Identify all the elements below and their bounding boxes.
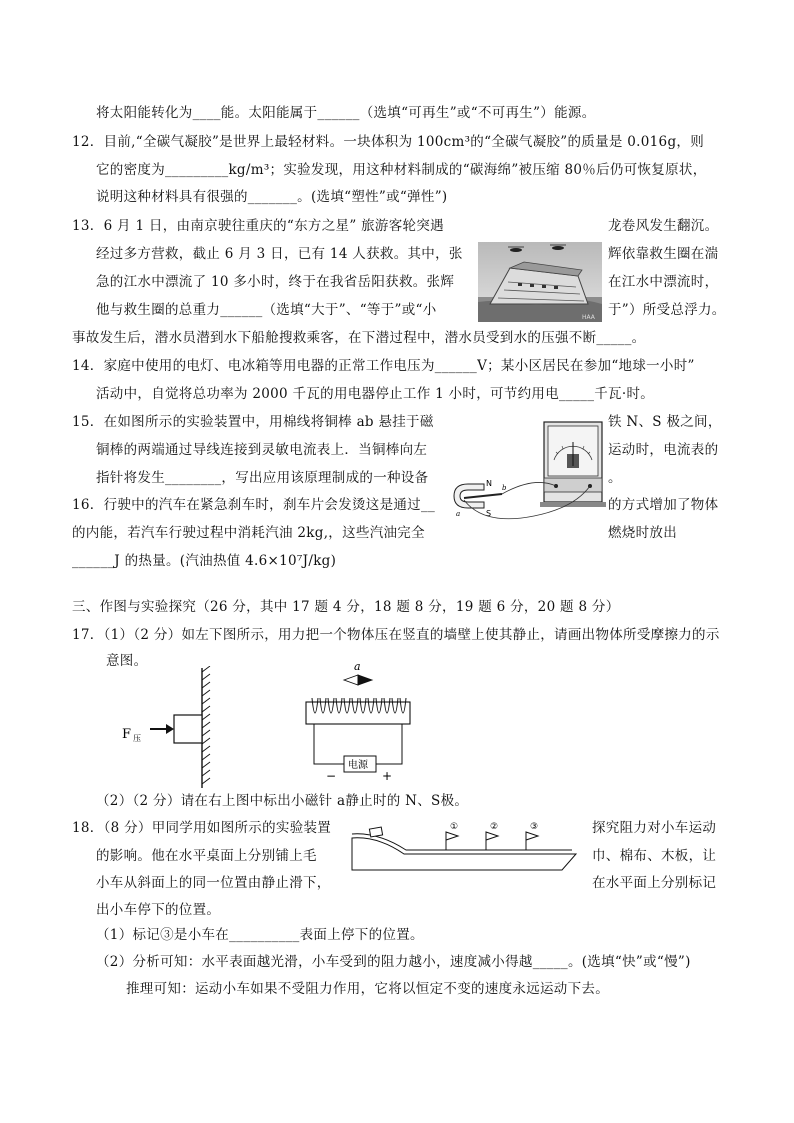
text-line: 说明这种材料具有很强的_______。(选填“塑性”或“弹性”) [96, 189, 448, 205]
solenoid-circuit-figure [296, 658, 426, 782]
plus-terminal: + [382, 769, 393, 782]
needle-a-label: a [354, 660, 361, 673]
text-line: 的影响。他在水平桌面上分别铺上毛 [96, 848, 317, 864]
induction-apparatus-figure [444, 416, 608, 528]
text-line: 活动中，自觉将总功率为 2000 千瓦的用电器停止工作 1 小时，可节约用电_____千瓦·时。 [96, 386, 655, 402]
question-13: 13．6 月 1 日，由南京驶往重庆的“东方之星” 旅游客轮突遇 [72, 218, 444, 234]
flag-label-2: ② [490, 822, 499, 832]
text-line: 意图。 [106, 653, 148, 669]
text-line: 在江水中漂流时， [608, 274, 719, 290]
text-line: 经过多方营救，截止 6 月 3 日，已有 14 人获救。其中，张 [96, 246, 463, 262]
text-line: 于”）所受总浮力。 [608, 302, 726, 318]
text-line: 他与救生圈的总重力______（选填“大于”、“等于”或“小 [96, 302, 437, 318]
text-line: 的方式增加了物体 [608, 497, 719, 513]
text-line: 辉依靠救生圈在湍 [608, 246, 719, 262]
power-source-label: 电源 [348, 760, 368, 771]
text-line: 。 [608, 470, 622, 486]
text-line: 铜棒的两端通过导线连接到灵敏电流表上．当铜棒向左 [96, 442, 428, 458]
rod-a-label: a [456, 510, 461, 518]
flag-label-1: ① [450, 822, 459, 832]
text-line: 运动时，电流表的 [608, 442, 719, 458]
section-heading: 三、作图与实验探究（26 分，其中 17 题 4 分，18 题 8 分，19 题 6 分，20 题 8 分） [72, 599, 620, 615]
text-line: 急的江水中漂流了 10 多小时，终于在我省岳阳获救。张辉 [96, 274, 455, 290]
rod-b-label: b [502, 484, 507, 492]
question-16: 16．行驶中的汽车在紧急刹车时，刹车片会发烫这是通过__ [72, 497, 436, 513]
text-line: 的内能，若汽车行驶过程中消耗汽油 2kg,，这些汽油完全 [72, 525, 425, 541]
question-17: 17．（1）（2 分）如左下图所示，用力把一个物体压在竖直的墙壁上使其静止，请画出物体所受摩擦力的示 [72, 627, 720, 643]
text-line: 铁 N、S 极之间， [608, 414, 722, 430]
force-label: F [122, 727, 132, 742]
text-line: 指针将发生________，写出应用该原理制成的一种设备 [96, 470, 429, 486]
text-line: 探究阻力对小车运动 [592, 820, 717, 836]
question-14: 14．家庭中使用的电灯、电冰箱等用电器的正常工作电压为______V；某小区居民在参加“地球一小时” [72, 358, 695, 374]
text-line: 它的密度为_________kg/m³；实验发现，用这种材料制成的“碳海绵”被压缩 80％后仍可恢复原状， [96, 162, 707, 178]
capsized-ship-photo [478, 242, 602, 322]
text-line: （1）标记③是小车在__________表面上停下的位置。 [96, 927, 424, 943]
text-line: 巾、棉布、木板，让 [592, 848, 717, 864]
text-line: 推理可知：运动小车如果不受阻力作用，它将以恒定不变的速度永远运动下去。 [126, 981, 609, 997]
text-line: 出小车停下的位置。 [96, 902, 221, 918]
text-line: 在水平面上分别标记 [592, 875, 717, 891]
ramp-cart-figure [348, 818, 580, 874]
text-line: 小车从斜面上的同一位置由静止滑下， [96, 875, 331, 891]
flag-label-3: ③ [530, 822, 539, 832]
text-line: ______J 的热量。(汽油热值 4.6×10⁷J/kg) [72, 553, 337, 569]
text-line: 龙卷风发生翻沉。 [608, 218, 719, 234]
text-line: （2）分析可知：水平表面越光滑，小车受到的阻力越小，速度减小得越_____。(选填“快”或“慢”) [96, 954, 691, 970]
minus-terminal: − [326, 769, 337, 782]
force-subscript: 压 [133, 734, 141, 743]
text-line: 燃烧时放出 [608, 525, 677, 541]
text-line: 将太阳能转化为____能。太阳能属于______（选填“可再生”或“不可再生”）能源。 [96, 105, 596, 121]
question-12: 12．目前,“全碳气凝胶”是世界上最轻材料。一块体积为 100cm³的“全碳气凝胶”的质量是 0.016g，则 [72, 134, 704, 150]
wall-block-figure [118, 666, 218, 790]
text-line: （2）（2 分）请在右上图中标出小磁针 a静止时的 N、S极。 [96, 793, 469, 809]
question-15: 15．在如图所示的实验装置中，用棉线将铜棒 ab 悬挂于磁 [72, 414, 434, 430]
photo-watermark: HAA [582, 314, 595, 321]
magnet-s-label: S [486, 509, 492, 518]
text-line: 事故发生后，潜水员潜到水下船舱搜救乘客，在下潜过程中，潜水员受到水的压强不断_____。 [72, 330, 646, 346]
magnet-n-label: N [486, 479, 492, 488]
question-18: 18．（8 分）甲同学用如图所示的实验装置 [72, 820, 332, 836]
